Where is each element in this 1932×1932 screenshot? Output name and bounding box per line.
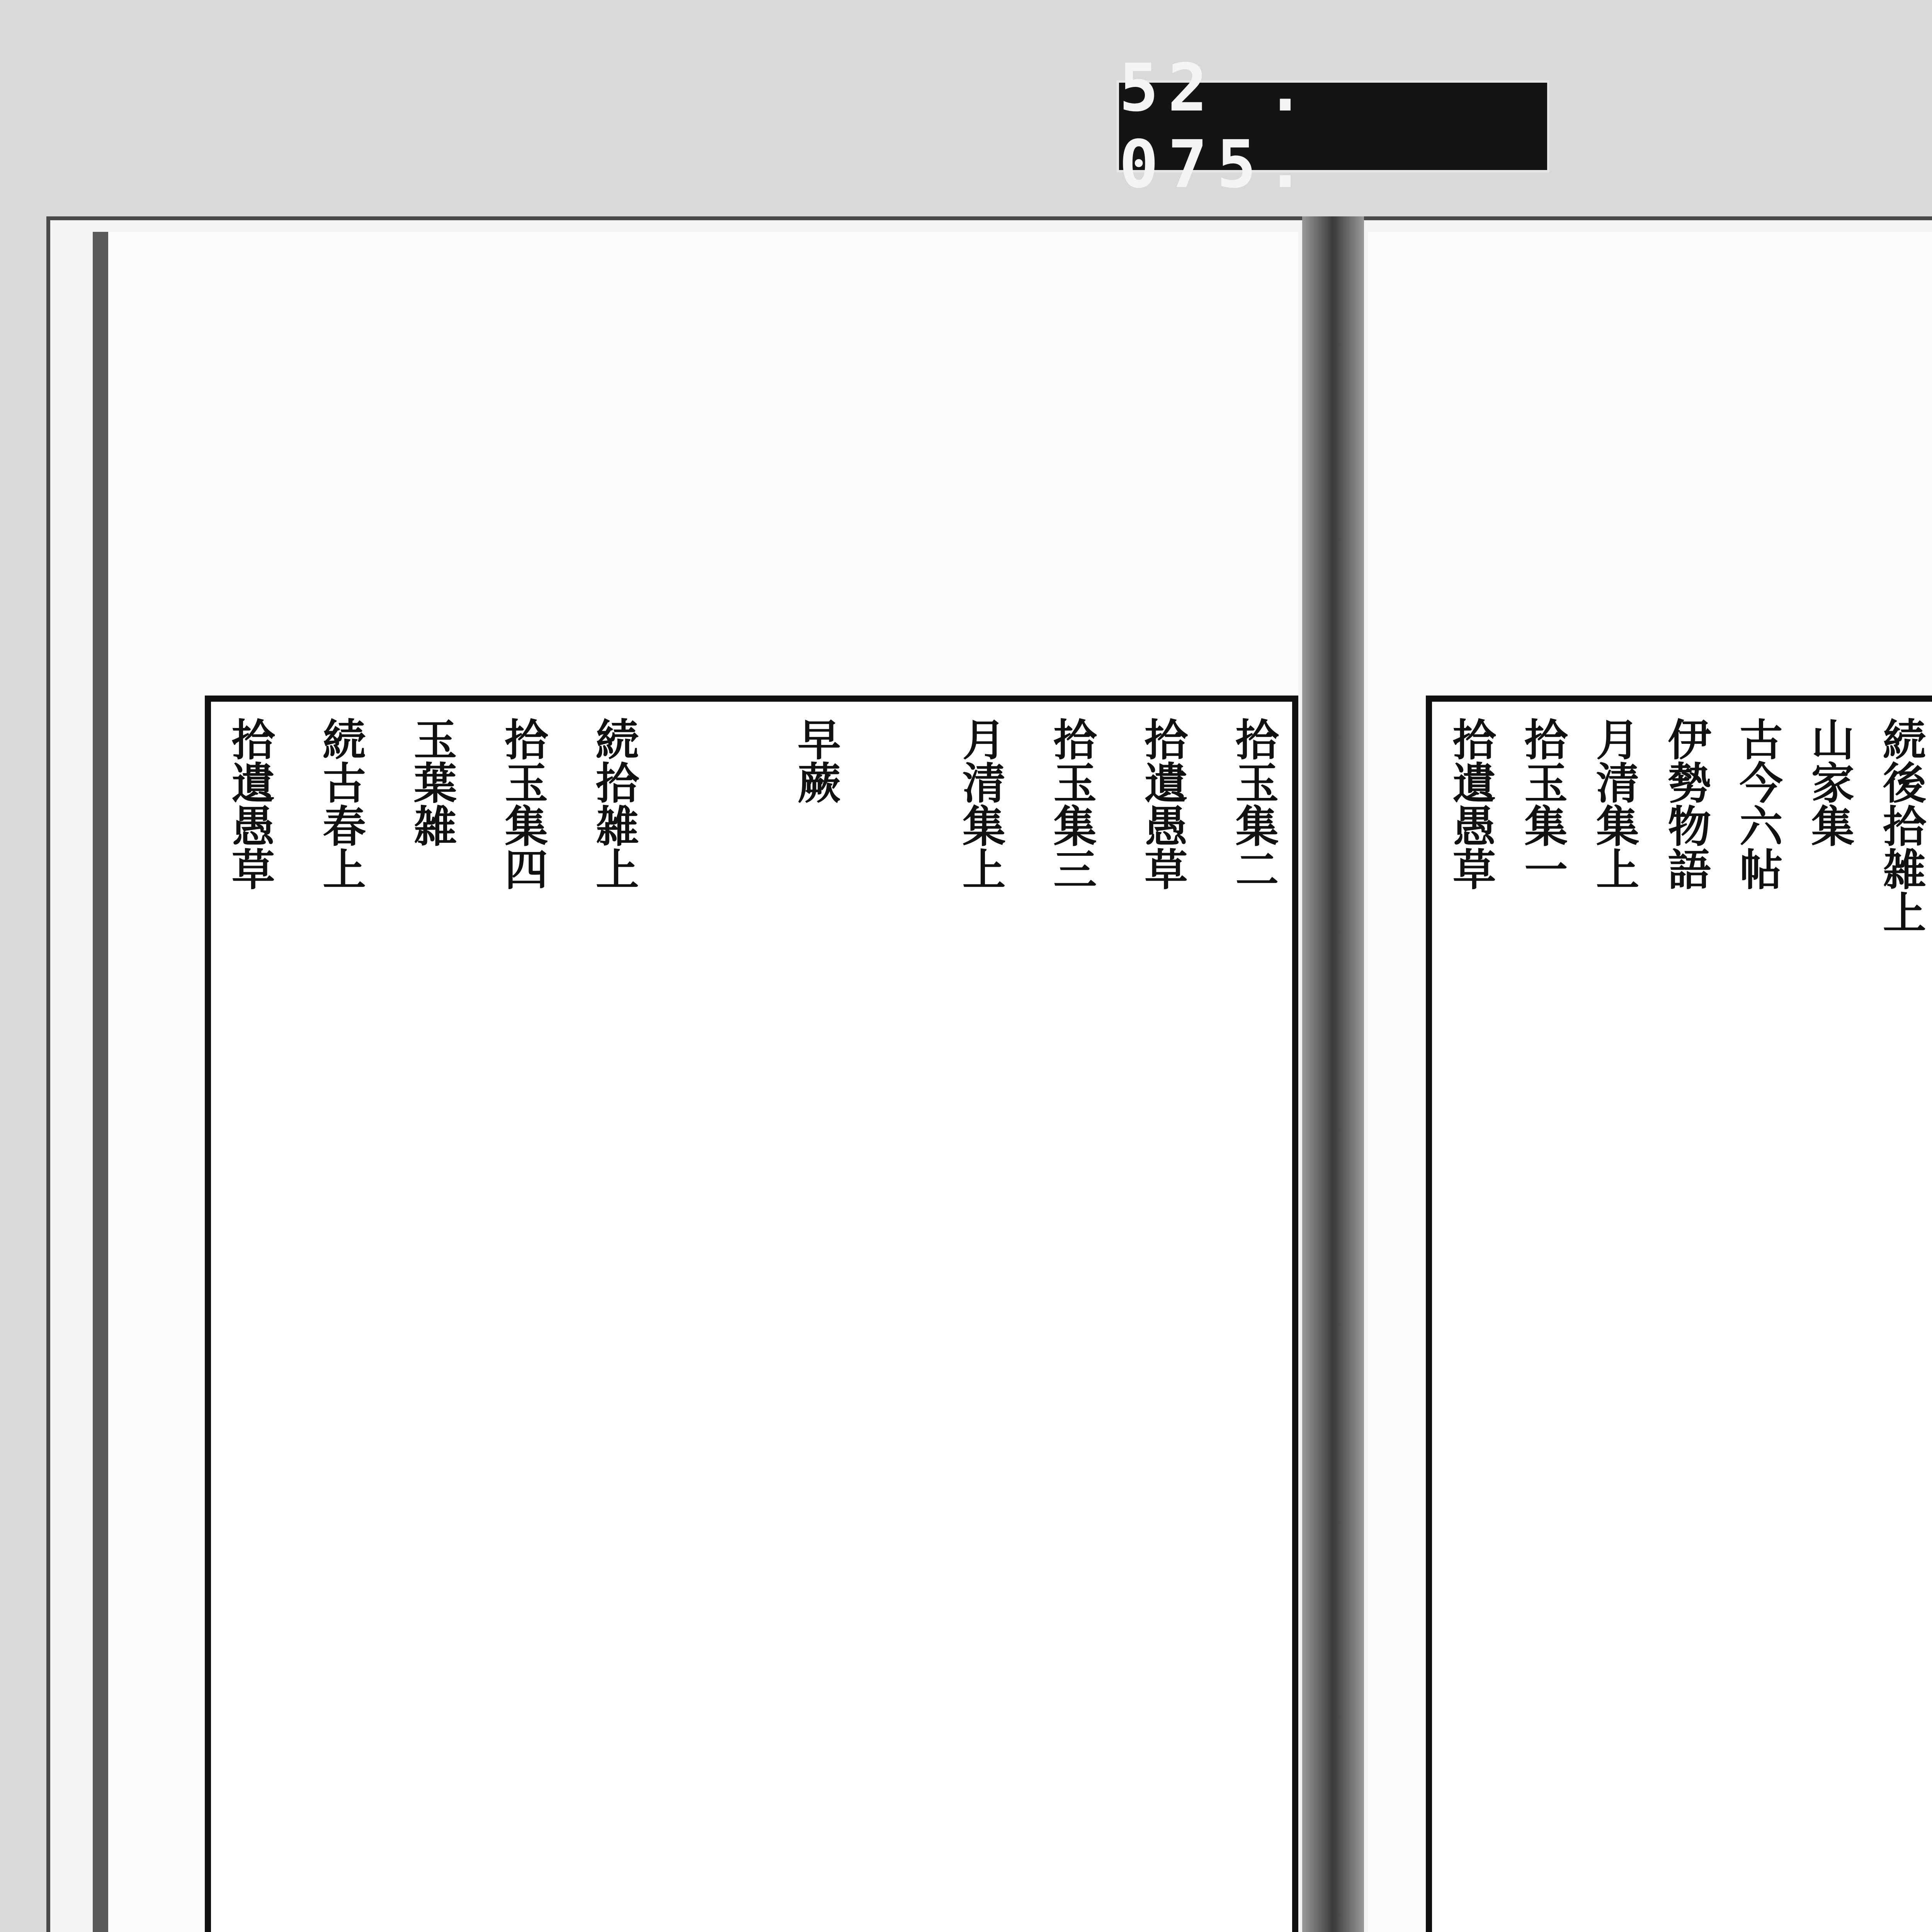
right-text-block [1426, 696, 1932, 1932]
frame-number-text: 52 . 075. [1119, 50, 1315, 203]
text-column: 続後拾雑上 [1876, 717, 1927, 934]
text-column: 拾玉集二 [1228, 717, 1279, 890]
text-column: 早蕨 [790, 717, 841, 804]
left-page [93, 232, 1298, 1932]
text-column: 玉葉雑 [406, 717, 457, 847]
text-column: 月清集上 [955, 717, 1006, 890]
text-column: 古今六帖 [1732, 717, 1783, 890]
text-column: 拾玉集四 [497, 717, 548, 890]
text-column: 拾玉集一 [1517, 717, 1568, 890]
text-column: 伊勢物語 [1660, 717, 1711, 890]
text-column: 拾遺愚草 [1137, 717, 1188, 890]
left-columns [223, 717, 1281, 1932]
text-column: 続拾雑上 [588, 717, 639, 890]
left-text-block [205, 696, 1298, 1932]
text-column: 拾遺愚草 [224, 717, 275, 890]
open-book [46, 216, 1932, 1932]
right-columns [1444, 717, 1932, 1932]
text-column: 続古春上 [315, 717, 366, 890]
frame-number-label [1117, 50, 1549, 203]
right-page [1368, 232, 1932, 1932]
text-column: 拾玉集三 [1046, 717, 1097, 890]
book-gutter [1302, 216, 1364, 1932]
text-column: 拾遺愚草 [1446, 717, 1496, 890]
text-column: 月清集上 [1589, 717, 1640, 890]
text-column: 山家集 [1804, 717, 1855, 847]
